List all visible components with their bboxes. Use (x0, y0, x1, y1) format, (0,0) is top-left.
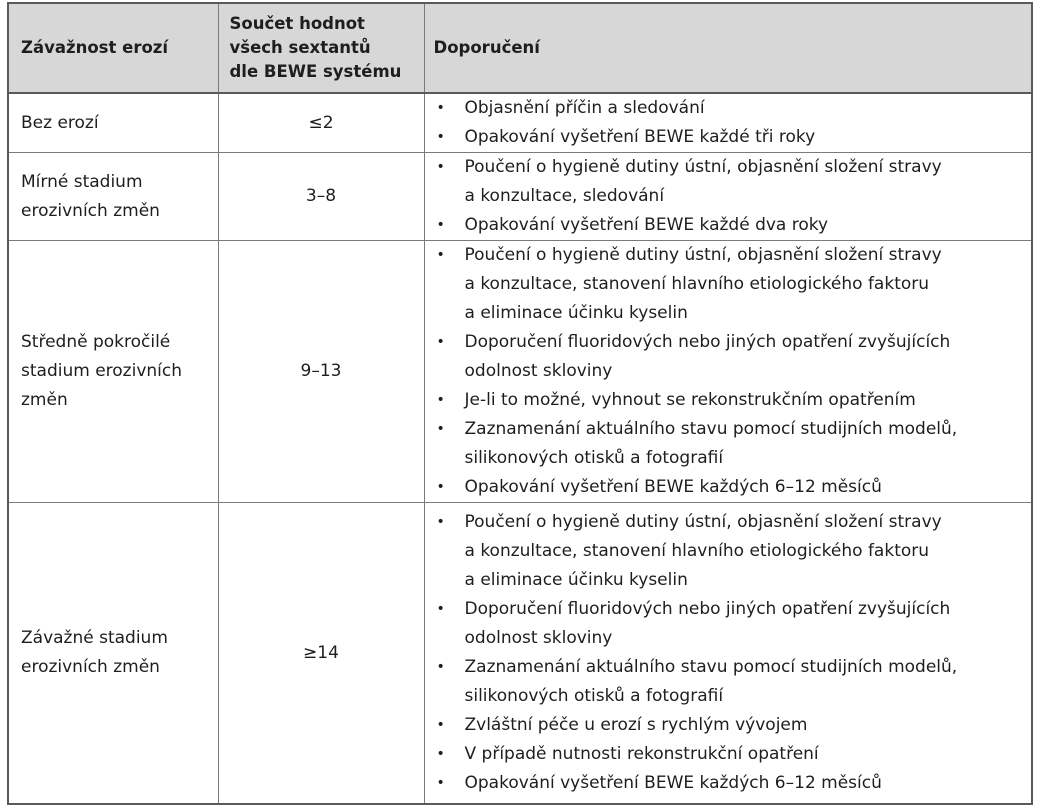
header-row (8, 3, 1032, 93)
severity-line: stadium erozivních (21, 361, 182, 381)
severity-line: Závažné stadium (21, 628, 168, 648)
recommendation-item (434, 211, 1024, 240)
recommendation-line: a konzultace, stanovení hlavního etiologického faktoru (464, 541, 930, 561)
recommendation-list (434, 508, 1024, 798)
recommendation-cell (424, 153, 1032, 241)
bullet-icon: • (436, 659, 445, 675)
recommendation-list (434, 153, 1024, 240)
bullet-icon: • (436, 392, 445, 408)
recommendation-line: Opakování vyšetření BEWE každé tři roky (464, 127, 816, 147)
recommendation-line: odolnost skloviny (464, 628, 613, 648)
recommendation-line: a konzultace, sledování (464, 186, 665, 206)
score-value: 3–8 (305, 186, 337, 206)
bullet-icon: • (436, 775, 445, 791)
bewe-recommendation-table (7, 2, 1033, 805)
recommendation-item (434, 386, 1024, 415)
score-cell (218, 93, 424, 153)
severity-cell (8, 93, 218, 153)
recommendation-item (434, 711, 1024, 740)
recommendation-line: silikonových otisků a fotografií (464, 448, 724, 468)
recommendation-line: V případě nutnosti rekonstrukční opatření (464, 744, 819, 764)
recommendation-line: Poučení o hygieně dutiny ústní, objasnění složení stravy (464, 512, 942, 532)
recommendation-item (434, 653, 1024, 711)
severity-line: Bez erozí (21, 112, 99, 133)
recommendation-line: odolnost skloviny (464, 361, 613, 381)
recommendation-cell (424, 503, 1032, 805)
recommendation-list (434, 241, 1024, 502)
header-recommendation (424, 3, 1032, 93)
recommendation-line: a eliminace účinku kyselin (464, 570, 688, 590)
recommendation-line: Poučení o hygieně dutiny ústní, objasnění složení stravy (464, 157, 942, 177)
recommendation-line: a eliminace účinku kyselin (464, 303, 688, 323)
header-severity-line: Závažnost erozí (21, 38, 169, 57)
recommendation-item (434, 241, 1024, 328)
score-cell (218, 241, 424, 503)
header-score-line: dle BEWE systému (229, 62, 402, 81)
recommendation-item (434, 328, 1024, 386)
table-row (8, 93, 1032, 153)
recommendation-item (434, 595, 1024, 653)
severity-line: Mírné stadium (21, 171, 143, 192)
recommendation-cell (424, 93, 1032, 153)
recommendation-item (434, 740, 1024, 769)
recommendation-line: a konzultace, stanovení hlavního etiologického faktoru (464, 274, 930, 294)
score-value: 9–13 (300, 361, 342, 381)
header-score-line: Součet hodnot (229, 14, 365, 33)
recommendation-line: Opakování vyšetření BEWE každých 6–12 měsíců (464, 773, 882, 793)
header-score-line: všech sextantů (229, 38, 371, 57)
bullet-icon: • (436, 601, 445, 617)
recommendation-cell (424, 241, 1032, 503)
bullet-icon: • (436, 217, 445, 233)
bullet-icon: • (436, 129, 445, 145)
recommendation-item (434, 473, 1024, 502)
severity-line: změn (21, 390, 68, 410)
recommendation-line: Objasnění příčin a sledování (464, 98, 705, 118)
severity-cell (8, 153, 218, 241)
recommendation-item (434, 123, 1024, 152)
recommendation-line: Doporučení fluoridových nebo jiných opatření zvyšujících (464, 332, 951, 352)
recommendation-line: Zaznamenání aktuálního stavu pomocí studijních modelů, (464, 657, 958, 677)
bullet-icon: • (436, 421, 445, 437)
recommendation-line: Opakování vyšetření BEWE každých 6–12 měsíců (464, 477, 882, 497)
recommendation-item (434, 153, 1024, 211)
recommendation-list (434, 94, 1024, 152)
severity-cell (8, 503, 218, 805)
recommendation-line: Opakování vyšetření BEWE každé dva roky (464, 215, 829, 235)
score-value: ≥14 (303, 642, 339, 663)
severity-line: erozivních změn (21, 657, 160, 677)
recommendation-line: silikonových otisků a fotografií (464, 686, 724, 706)
recommendation-item (434, 94, 1024, 123)
recommendation-line: Je-li to možné, vyhnout se rekonstrukčním opatřením (464, 390, 916, 410)
score-cell (218, 503, 424, 805)
bullet-icon: • (436, 479, 445, 495)
bullet-icon: • (436, 746, 445, 762)
recommendation-item (434, 769, 1024, 798)
table-row (8, 503, 1032, 805)
recommendation-item (434, 508, 1024, 595)
bullet-icon: • (436, 334, 445, 350)
header-score (218, 3, 424, 93)
recommendation-line: Doporučení fluoridových nebo jiných opatření zvyšujících (464, 599, 951, 619)
bullet-icon: • (436, 159, 445, 175)
recommendation-item (434, 415, 1024, 473)
score-value: ≤2 (308, 112, 334, 133)
bullet-icon: • (436, 247, 445, 263)
header-severity (8, 3, 218, 93)
table-row (8, 241, 1032, 503)
header-recommendation-line: Doporučení (433, 38, 540, 57)
bullet-icon: • (436, 717, 445, 733)
severity-cell (8, 241, 218, 503)
severity-line: Středně pokročilé (21, 332, 171, 352)
bullet-icon: • (436, 100, 445, 116)
recommendation-line: Zvláštní péče u erozí s rychlým vývojem (464, 715, 808, 735)
recommendation-line: Zaznamenání aktuálního stavu pomocí studijních modelů, (464, 419, 958, 439)
bullet-icon: • (436, 514, 445, 530)
score-cell (218, 153, 424, 241)
recommendation-line: Poučení o hygieně dutiny ústní, objasnění složení stravy (464, 245, 942, 265)
table-body (8, 93, 1032, 804)
table-row (8, 153, 1032, 241)
table-header (8, 3, 1032, 93)
severity-line: erozivních změn (21, 200, 160, 221)
